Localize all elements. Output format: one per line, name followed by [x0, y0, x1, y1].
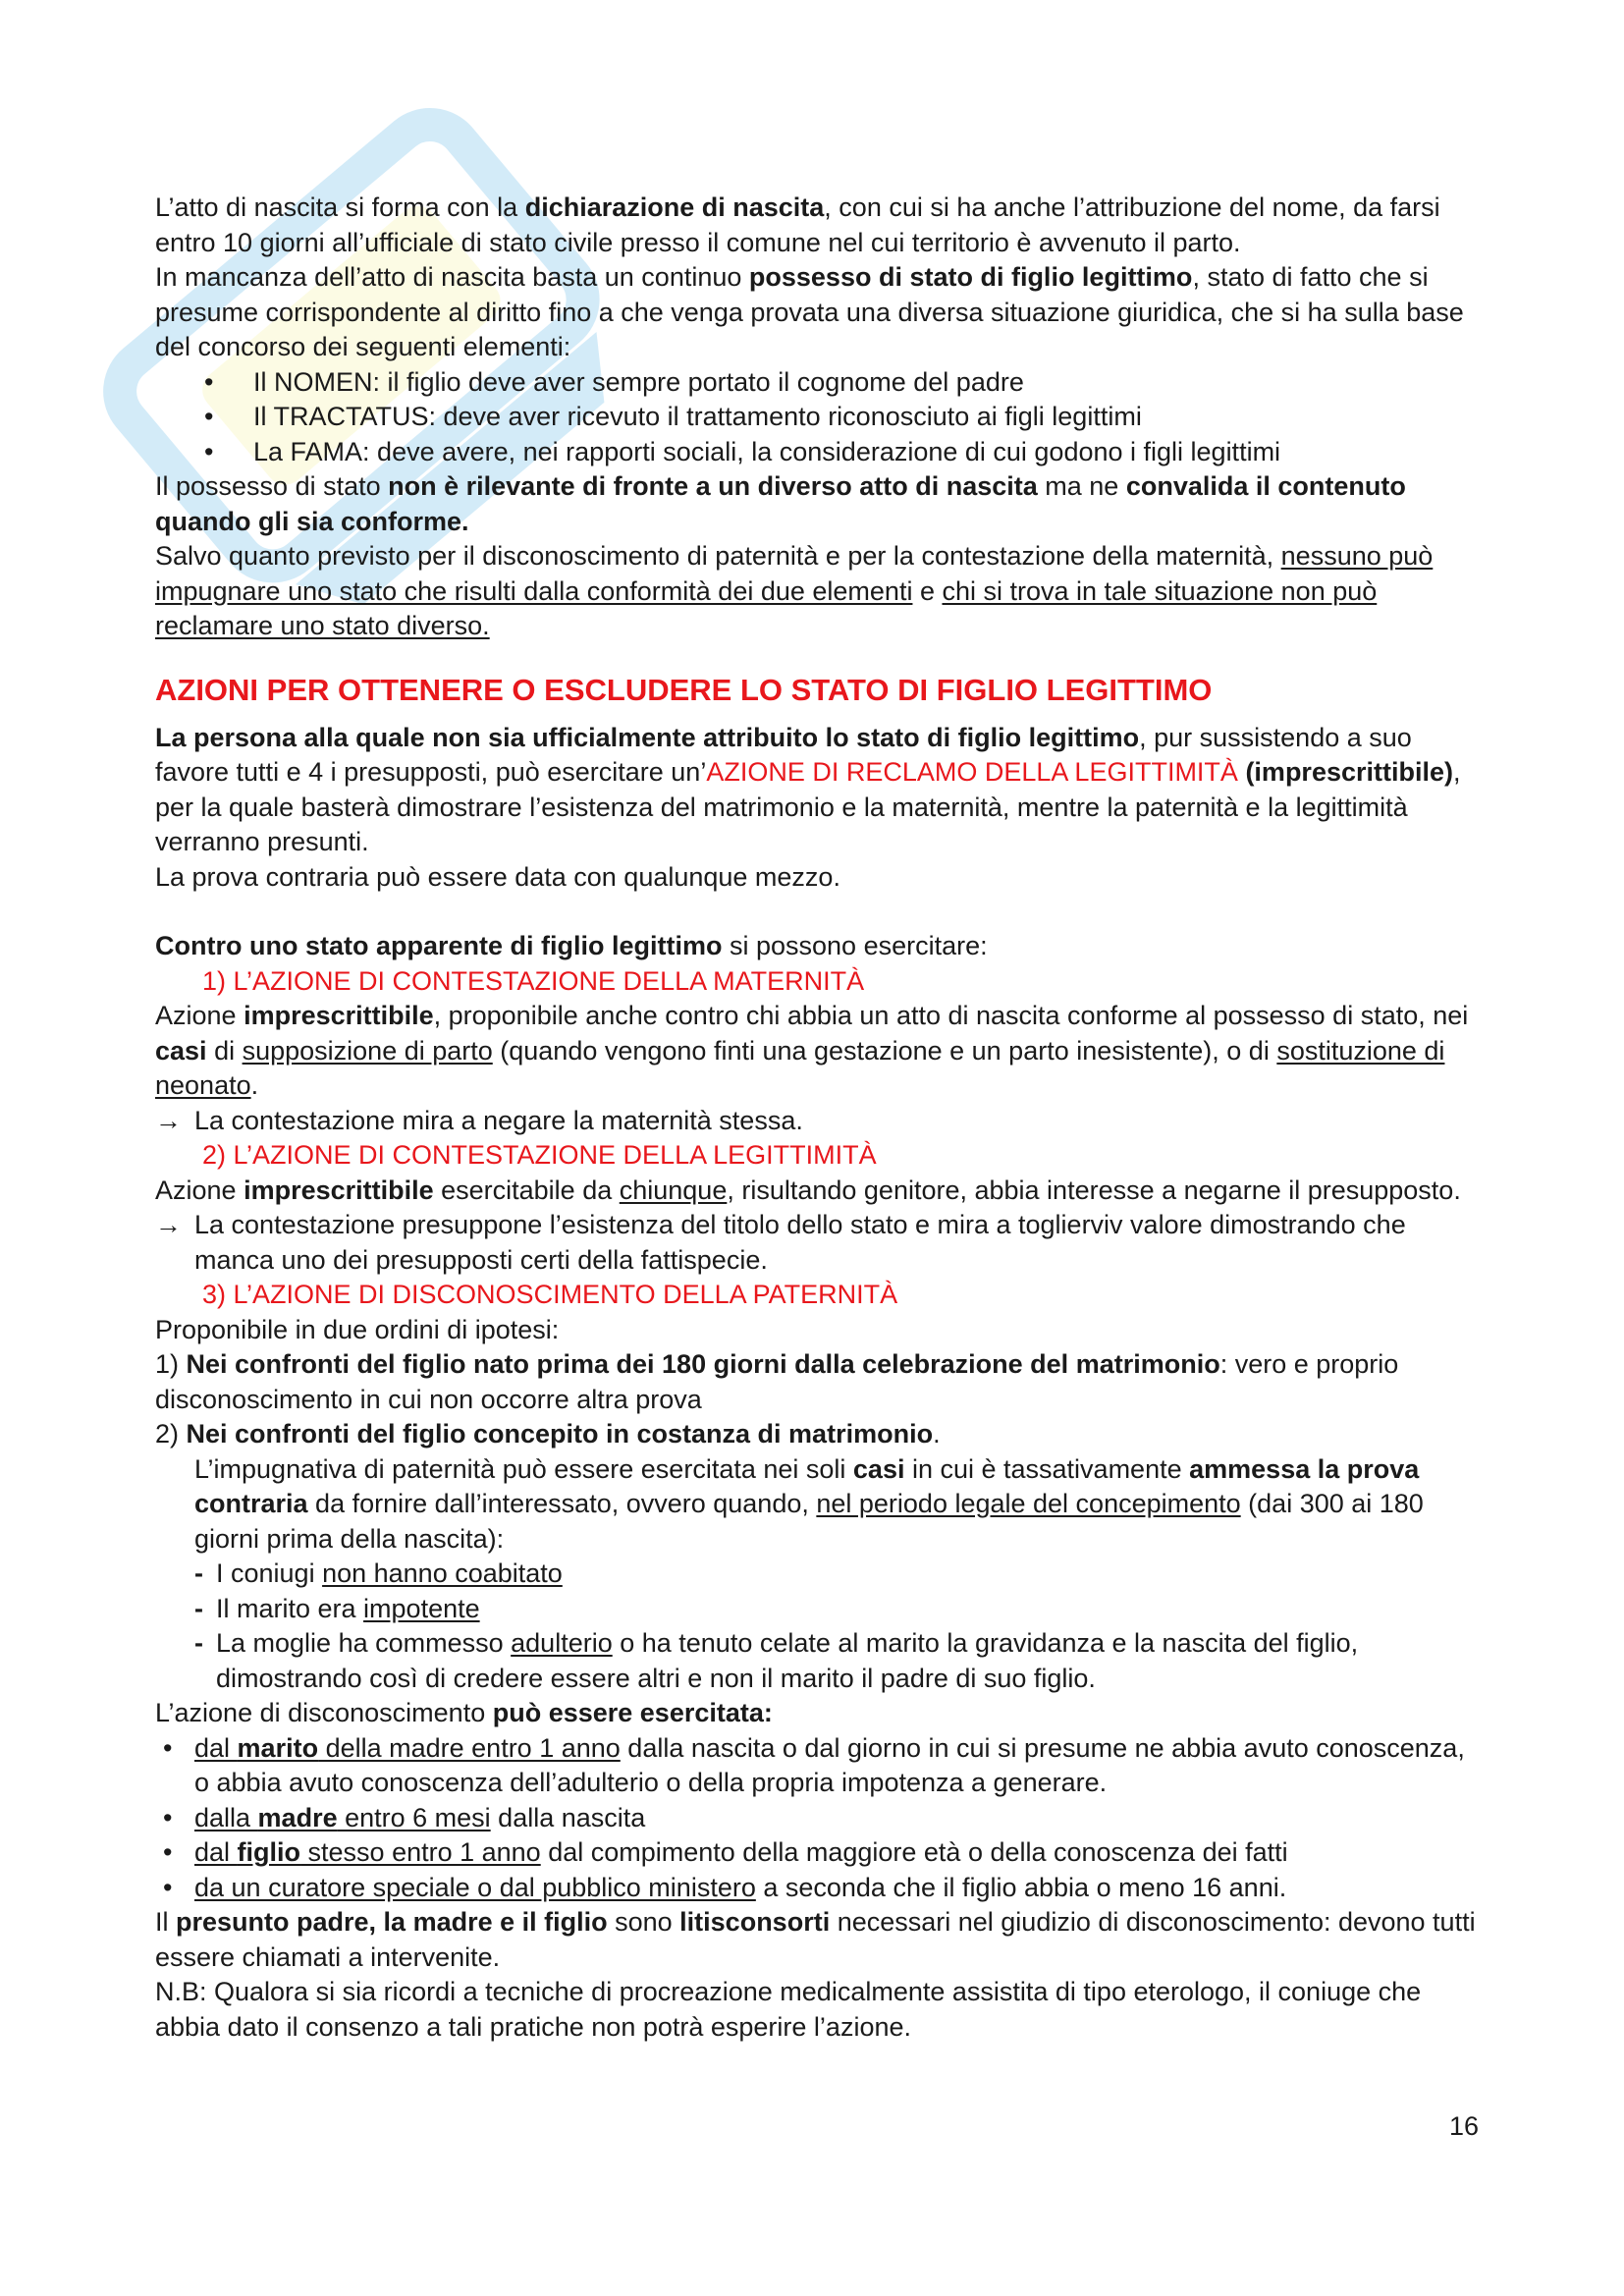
arrow-note-legittimita: → La contestazione presuppone l’esistenza del titolo dello stato e mira a toglierviv valore dimostrando che manca uno dei presupposti certi della fattispecie. — [155, 1210, 1406, 1275]
dash-item: - Il marito era impotente — [194, 1593, 480, 1623]
subheading-legittimita: 2) L’AZIONE DI CONTESTAZIONE DELLA LEGITTIMITÀ — [202, 1140, 877, 1170]
paragraph-ipotesi: Proponibile in due ordini di ipotesi: — [155, 1314, 560, 1344]
list-item: • da un curatore speciale o dal pubblico ministero a seconda che il figlio abbia o meno 16 anni. — [155, 1871, 1481, 1906]
list-item: • dal figlio stesso entro 1 anno dal compimento della maggiore età o della conoscenza dei fatti — [155, 1835, 1481, 1871]
paragraph-rilevanza: Il possesso di stato non è rilevante di fronte a un diverso atto di nascita ma ne convalida il contenuto quando gli sia conforme. — [155, 471, 1406, 536]
arrow-icon: → — [155, 1210, 182, 1239]
paragraph-stato-apparente: Contro uno stato apparente di figlio legittimo si possono esercitare: — [155, 931, 988, 960]
hypothesis-one: 1) Nei confronti del figlio nato prima dei 180 giorni dalla celebrazione del matrimonio: vero e proprio disconoscimento in cui non occorre altra prova — [155, 1349, 1399, 1414]
list-item: • dal marito della madre entro 1 anno dalla nascita o dal giorno in cui si presume ne abbia avuto conoscenza, o abbia avuto conoscenza dell’adulterio o della propria impotenza a generare. — [155, 1731, 1481, 1801]
list-item: • dalla madre entro 6 mesi dalla nascita — [155, 1801, 1481, 1836]
paragraph-reclamo: La persona alla quale non sia ufficialmente attribuito lo stato di figlio legittimo, pur sussistendo a suo favore tutti e 4 i presupposti, può esercitare un’AZIONE DI RECLAMO DELLA LEGITTIMITÀ (imprescrittibile), per la quale basterà dimostrare l’esistenza del matrimonio e la maternità, mentre la paternità e la legittimità verranno presunti. — [155, 722, 1461, 856]
paragraph-maternita: Azione imprescrittibile, proponibile anche contro chi abbia un atto di nascita conforme al possesso di stato, nei casi di supposizione di parto (quando vengono finti una gestazione e un parto inesistente), o di sostituzione di neonato. — [155, 1001, 1469, 1100]
paragraph-impugnativa: L’impugnativa di paternità può essere esercitata nei soli casi in cui è tassativamente ammessa la prova contraria da fornire dall’interessato, ovvero quando, nel periodo legale del concepimento (dai 300 ai 180 giorni prima della nascita): — [194, 1453, 1424, 1554]
paragraph-litisconsorti: Il presunto padre, la madre e il figlio sono litisconsorti necessari nel giudizio di disconoscimento: devono tutti essere chiamati a intervenite. — [155, 1907, 1476, 1972]
subheading-paternita: 3) L’AZIONE DI DISCONOSCIMENTO DELLA PATERNITÀ — [202, 1280, 898, 1309]
arrow-note-maternita: → La contestazione mira a negare la maternità stessa. — [155, 1104, 1481, 1139]
paragraph-impugnare: Salvo quanto previsto per il disconoscimento di paternità e per la contestazione della maternità, nessuno può impugnare uno stato che risulti dalla conformità dei due elementi e chi si trova in tale situazione non può reclamare uno stato diverso. — [155, 541, 1434, 640]
paragraph-legittimita: Azione imprescrittibile esercitabile da chiunque, risultando genitore, abbia interesse a negarne il presupposto. — [155, 1175, 1461, 1205]
hypothesis-two: 2) Nei confronti del figlio concepito in costanza di matrimonio. — [155, 1419, 941, 1449]
elements-list — [155, 365, 1481, 470]
list-item: • La FAMA: deve avere, nei rapporti sociali, la considerazione di cui godono i figli legittimi — [155, 435, 1481, 470]
dash-item: - La moglie ha commesso adulterio o ha tenuto celate al marito la gravidanza e la nascita del figlio, dimostrando così di credere essere altri e non il marito il padre di suo figlio. — [194, 1628, 1359, 1693]
paragraph-esercitata: L’azione di disconoscimento può essere esercitata: — [155, 1698, 773, 1727]
section-heading: AZIONI PER OTTENERE O ESCLUDERE LO STATO DI FIGLIO LEGITTIMO — [155, 672, 1213, 707]
legitimated-list — [155, 1731, 1481, 1906]
page-number: 16 — [1448, 2111, 1479, 2141]
subheading-maternita: 1) L’AZIONE DI CONTESTAZIONE DELLA MATERNITÀ — [202, 965, 865, 996]
list-item: • Il TRACTATUS: deve aver ricevuto il trattamento riconosciuto ai figli legittimi — [155, 400, 1481, 435]
list-item: • Il NOMEN: il figlio deve aver sempre portato il cognome del padre — [155, 365, 1481, 401]
dash-item: - I coniugi non hanno coabitato — [194, 1558, 563, 1588]
document-body — [155, 191, 1481, 2045]
paragraph-nota-bene: N.B: Qualora si sia ricordi a tecniche di procreazione medicalmente assistita di tipo eterologo, il coniuge che abbia dato il consenzo a tali pratiche non potrà esperire l’azione. — [155, 1977, 1422, 2042]
paragraph-prova-contraria: La prova contraria può essere data con qualunque mezzo. — [155, 861, 840, 892]
paragraph-atto-nascita: L’atto di nascita si forma con la dichiarazione di nascita, con cui si ha anche l’attribuzione del nome, da farsi entro 10 giorni all’ufficiale di stato civile presso il comune nel cui territorio è avvenuto il parto. — [155, 192, 1440, 257]
arrow-icon: → — [155, 1105, 182, 1135]
paragraph-possesso-stato: In mancanza dell’atto di nascita basta un continuo possesso di stato di figlio legittimo, stato di fatto che si presume corrispondente al diritto fino a che venga provata una diversa situazione giuridica, che si ha sulla base del concorso dei seguenti elementi: — [155, 262, 1464, 361]
